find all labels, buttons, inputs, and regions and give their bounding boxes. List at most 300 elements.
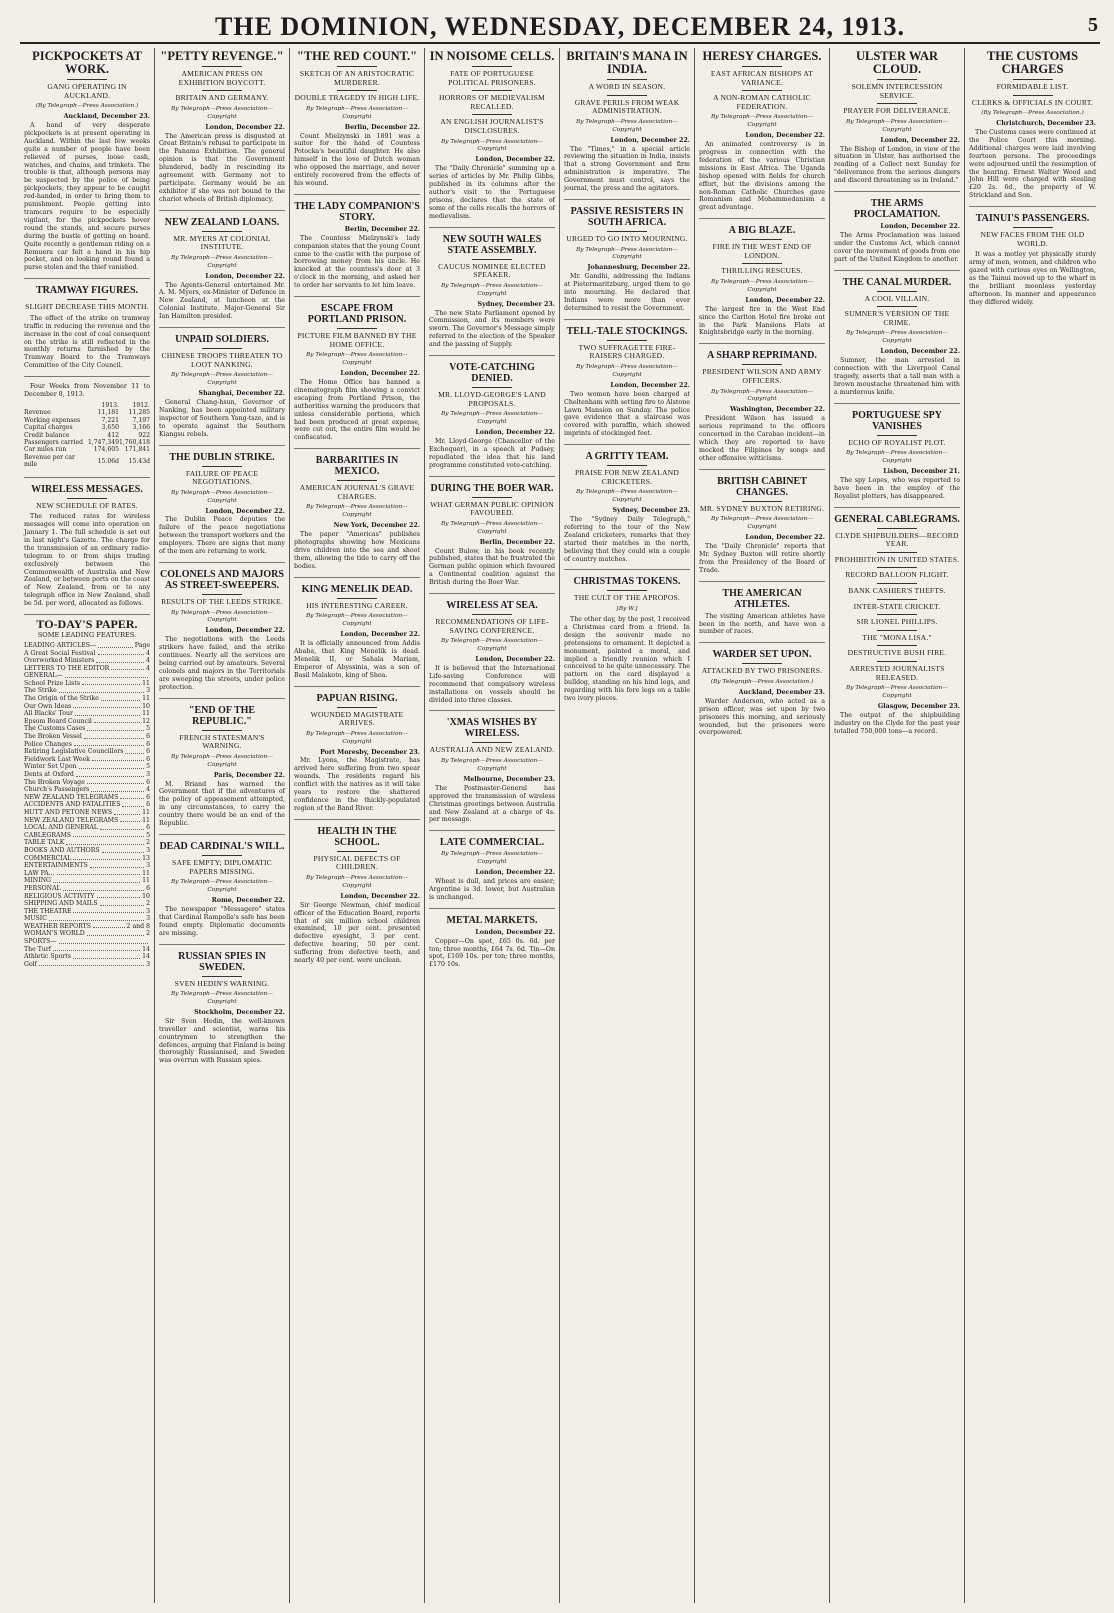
article-body: The largest fire in the West End since the Carlton Hotel fire broke out in the Park Mansions Flats at Knightsbridge early in the morning. [699,305,825,337]
contents-item [24,870,150,878]
contents-leader [120,794,144,800]
contents-leader [74,741,144,747]
contents-item-page: 6 [146,740,150,748]
article-subheadline: SAFE EMPTY; DIPLOMATIC PAPERS MISSING. [172,857,272,876]
article-headline: PICKPOCKETS AT WORK. [32,49,142,76]
article-credit: By Telegraph—Press Association—Copyright [441,520,543,535]
contents-item-page: 10 [142,892,150,900]
headline-rule [1013,227,1053,228]
article-subheadline: CHINESE TROOPS THREATEN TO LOOT NANKING. [161,351,283,369]
article-credit: By Telegraph—Press Association—Copyright [846,118,948,133]
article-credit: By Telegraph—Press Association—Copyright [306,874,408,889]
contents-leader [125,748,144,754]
contents-leader [111,665,144,671]
contents-item-label: Overworked Ministers [24,657,95,665]
article [834,50,960,192]
article-credit: (By Telegraph—Press Association.) [710,678,814,685]
article-credit: By Telegraph—Press Association—Copyright [441,758,543,772]
article [429,600,555,711]
article-subheadline: DESTRUCTIVE BUSH FIRE. [847,648,947,658]
article [159,841,285,945]
contents-item-label: BOOKS AND AUTHORS [24,846,100,854]
contents-item [24,855,150,863]
article-subheadline: MR. SYDNEY BUXTON RETIRING. [699,503,825,513]
headline-rule [877,645,917,646]
headline-rule [202,976,242,977]
article-subheadline: PRAYER FOR DELIVERANCE. [843,106,951,116]
article-dateline: Paris, December 22. [213,771,285,779]
article-subheadline: PROHIBITION IN UNITED STATES. [834,554,960,564]
article-body: The other day, by the post, I received a Christmas card from a friend. In design the souvenir made no pretensions to ornament. It depicted a monument, painted a moral, and implied a friendly reunion which I conceived to be quite unnecessary. The pattern on the card displayed a bulldog, standing on his hind legs, and regarding with his fore legs on a table two ivory pieces. [564,615,690,703]
article-headline: "PETTY REVENGE." [160,49,284,63]
article-credit: By Telegraph—Press Association—Copyright [441,282,543,297]
contents-item-label: TABLE TALK [24,839,65,847]
contents-item [24,756,150,764]
article [429,50,555,228]
article-body: The "Daily Chronicle" summing up a series of articles by Mr. Philip Gibbs, published in its columns after the author's visit to the Portuguese prisons, declares that the state of some of the cells recalls the horrors of medievalism. [429,165,555,220]
contents-item-page: 11 [142,679,150,687]
headline-rule [67,79,107,80]
article-credit: (By Telegraph—Press Association.) [35,103,139,110]
contents-item [24,680,150,688]
contents-item-label: Fieldwork Last Week [24,755,90,763]
article-body: It is believed that the International Life-saving Conference will recommend that compulsory wireless installations on vessels should be divided into three classes. [429,664,555,704]
article-headline: HEALTH IN THE SCHOOL. [317,825,397,848]
article-headline: COLONELS AND MAJORS AS STREET-SWEEPERS. [160,568,284,591]
headline-rule [337,598,377,599]
article [294,455,420,577]
article-credit: By Telegraph—Press Association—Copyright [576,118,678,133]
headline-rule [607,231,647,232]
contents-leader [73,855,140,861]
article [429,362,555,477]
contents-item-label: WEATHER REPORTS [24,922,91,930]
headline-rule [607,590,647,591]
article [159,334,285,445]
contents-item-label: School Prize Lists [24,679,80,687]
contents-item-page: 2 and 8 [126,922,150,930]
contents-item-label: The Broken Vessel [24,733,82,741]
contents-item-page: 11 [142,877,150,885]
contents-item-label: NEW ZEALAND TELEGRAMS [24,793,119,801]
headline-rule [1013,79,1053,80]
article [429,915,555,976]
article-dateline: London, December 22. [880,223,960,231]
headline-rule [877,630,917,631]
headline-rule [202,90,242,91]
contents-leader [73,832,144,838]
contents-leader [53,877,140,883]
contents-item [24,961,150,969]
contents-item-label: PERSONAL [24,884,61,892]
article-body: Mr. Lloyd-George (Chancellor of the Exchequer), in a speech at Pudsey, repudiated the idea that his land programme constituted vote-catching. [429,437,555,469]
table-row-label: Working expenses [24,416,81,424]
contents-leader [87,725,144,731]
headline-rule [877,552,917,553]
contents-leader [76,771,144,777]
contents-item-label: Police Changes [24,740,72,748]
article-credit: By Telegraph—Press Association—Copyright [846,685,948,700]
article-subheadline: CAUCUS NOMINEE ELECTED SPEAKER. [438,261,546,280]
article-body: General Chang-hsun, Governor of Nanking, has been appointed military inspector of Southern Yang-tsze, and is to operate against the Southern Kiangsu rebels. [159,399,285,438]
headline-rule [877,567,917,568]
article-subheadline: PRAISE FOR NEW ZEALAND CRICKETERS. [574,468,680,486]
contents-item-page: 11 [142,816,150,824]
contents-item-page: 6 [146,755,150,763]
article-body: The "Sydney Daily Telegraph," referring to the tour of the New Zealand cricketers, remarks that they started their matches in the north, believing that they could win a couple of country matches. [564,516,690,563]
table-row [24,439,150,446]
article-body: Wheat is dull, and prices are easier; Argentine is 3d. lower, but Australian is unchanged. [429,878,555,901]
article-headline: HERESY CHARGES. [702,49,822,63]
contents-item [24,824,150,832]
contents-leader [59,687,144,693]
headline-rule [472,259,512,260]
contents-item [24,900,150,908]
contents-item [24,817,150,825]
headline-rule [67,498,107,499]
table-row [24,424,150,431]
contents-item-page: 4 [146,786,150,794]
article-subheadline: NEW FACES FROM THE OLD WORLD. [980,230,1085,248]
contents-item-page: 6 [146,748,150,756]
newspaper-column [155,48,290,1603]
article-dateline: London, December 22. [475,656,555,664]
article-subheadline: A COOL VILLAIN. [864,293,930,303]
newspaper-column [965,48,1100,1603]
contents-leader [98,650,144,656]
contents-leader [87,930,144,936]
contents-item-label: All Blacks' Tour [24,710,73,718]
contents-item-label: LEADING ARTICLES— [24,641,97,649]
article-headline: TRAMWAY FIGURES. [35,285,139,297]
article-dateline: Sydney, December 23. [612,507,690,515]
article [699,350,825,469]
headline-rule [877,435,917,436]
headline-rule [202,594,242,595]
article-dateline: London, December 22. [205,272,285,280]
article-subheadline: BRITAIN AND GERMANY. [175,93,269,103]
article-body: Sir George Newman, chief medical officer of the Education Board, reports that of six million school children examined, 10 per cent. presented defective eyesight, 3 per cent. defective hearing, 50 per cent. suffering from defective teeth, and nearly 40 per cent. were unclean. [294,901,420,965]
article-headline: IN NOISOME CELLS. [429,49,555,63]
article-headline: 'XMAS WISHES BY WIRELESS. [446,717,538,740]
article-subheadline: AN ENGLISH JOURNALIST'S DISCLOSURES. [440,117,544,135]
article [294,50,420,195]
contents-item-label: SPORTS— [24,938,57,946]
contents-leader [91,786,144,792]
headline-rule [202,466,242,467]
article-dateline: London, December 22. [745,132,825,140]
contents-leader [87,779,144,785]
headline-rule [337,328,377,329]
article-credit: By Telegraph—Press Association—Copyright [306,352,408,367]
contents-leader [96,657,144,663]
article-subheadline: ARRESTED JOURNALISTS RELEASED. [849,663,945,682]
article-headline: PASSIVE RESISTERS IN SOUTH AFRICA. [570,205,684,228]
contents-item-label: Golf [24,960,37,968]
article-body: The "Daily Chronicle" reports that Mr. Sydney Buxton will retire shortly from the Presidency of the Board of Trade. [699,543,825,574]
contents-leader [93,923,125,929]
article [429,483,555,594]
table-cell: 1,760,418 [118,439,150,446]
contents-item [24,938,150,946]
contents-leader [102,847,144,853]
newspaper-column [695,48,830,1603]
table-cell: 3,166 [132,424,150,432]
article-subheadline: BANK CASHIER'S THEFTS. [848,586,946,595]
headline-rule [337,480,377,481]
contents-item-page: 6 [146,778,150,786]
contents-item-page: 5 [146,763,150,771]
article-subheadline: SKETCH OF AN ARISTOCRATIC MURDERER. [299,69,415,87]
contents-item-page: 3 [146,915,150,923]
contents-item-page: 3 [146,907,150,915]
article-dateline: Berlin, December 22. [344,123,420,131]
table-cell: 7,197 [132,416,150,424]
table-cell: 15.06d [97,457,119,465]
contents-title: TO-DAY'S PAPER. [36,617,138,632]
contents-item [24,908,150,916]
table-caption: Four Weeks from November 11 to December 8, 1913. [24,383,150,399]
contents-leader [92,756,144,762]
article-body: Mr. Gandhi, addressing the Indians at Pietermaritzburg, urged them to go into mourning. He declared that Indians were more than ever determined to resist the Government. [564,273,690,312]
article-subheadline: RECORD BALLOON FLIGHT. [845,570,949,580]
contents-item-page: 6 [146,884,150,892]
contents-item [24,665,150,673]
article [24,285,150,377]
contents-item-page: 4 [146,657,150,665]
statistics-block [24,383,150,477]
contents-item-page: 11 [142,695,150,703]
contents-item-page: 3 [146,771,150,778]
contents-item [24,703,150,711]
contents-item [24,877,150,885]
contents-item-page: 6 [146,793,150,801]
contents-leader [73,908,144,914]
article-headline: UNPAID SOLDIERS. [175,334,269,346]
article [24,50,150,279]
headline-rule [337,90,377,91]
article [834,410,960,508]
article-headline: BARBARITIES IN MEXICO. [315,455,399,478]
article-body: The reduced rates for wireless messages will come into operation on January 1. The full schedule is set out in last night's Gazette. The charge for the transmission of an ordinary radio-telegram to or from ships trading exclusively between the Commonwealth of Australia and New Zealand, or between ports on the coast of New Zealand, from or to any telegraph office in New Zealand, shall be 5d. per word, allocated as follows. [24,513,150,608]
article [834,514,960,742]
contents-item-label: Winter Set Upon [24,763,77,771]
contents-leader [94,718,140,724]
newspaper-column [830,48,965,1603]
article-body: The Bishop of London, in view of the situation in Ulster, has authorised the reading of a Collect next Sunday for "deliverance from the serious dangers and discord threatening us in Ireland." [834,145,960,185]
article-body: The new State Parliament opened by Commission, and its members were sworn. The Governor's Message simply referred to the election of the Speaker and the passing of Supply. [429,309,555,349]
contents-item-label: Athletic Sports [24,953,71,961]
article-dateline: Stockholm, December 22. [194,1008,285,1016]
article-body: The Dublin Peace deputies the failure of the peace negotiations between the transport workers and the employers. There are signs that many of the men are returning to work. [159,516,285,556]
contents-item-label: Dents at Oxford [24,771,74,778]
article [834,277,960,404]
article-dateline: Glasgow, December 23. [877,702,960,710]
article-dateline: Sydney, December 23. [477,300,555,308]
article-headline: LATE COMMERCIAL. [439,837,545,849]
contents-box [24,617,150,968]
article-headline: ESCAPE FROM PORTLAND PRISON. [307,303,407,326]
contents-item [24,672,150,680]
contents-item-label: Our Own Ideas [24,702,72,710]
masthead [20,10,1100,44]
article-headline: DURING THE BOER WAR. [430,482,554,494]
article-dateline: Melbourne, December 23. [463,775,555,783]
contents-leader [63,885,144,891]
article-subheadline: FORMIDABLE LIST. [996,82,1069,91]
article-credit: By Telegraph—Press Association—Copyright [441,851,543,866]
table-row-label: Passengers carried [24,439,84,446]
contents-item-label: RELIGIOUS ACTIVITY [24,892,95,900]
contents-item-label: MUSIC [24,915,47,923]
headline-rule [877,306,917,307]
contents-item-page: 11 [142,710,150,718]
article-dateline: Berlin, December 22. [479,538,555,546]
table-cell: 171,841 [124,446,150,454]
contents-leader [66,839,144,845]
article-subheadline: WOUNDED MAGISTRATE ARRIVES. [310,709,404,728]
headline-rule [877,614,917,615]
table-cell: 11,285 [128,409,150,417]
headline-rule [877,599,917,600]
article-body: The visiting American athletes have been in the north, and have won a number of races. [699,612,825,636]
table-row [24,417,150,424]
contents-item-page: 13 [142,854,150,862]
article-subheadline: SVEN HEDIN'S WARNING. [174,978,270,988]
headline-rule [742,66,782,67]
article-dateline: London, December 22. [475,928,555,936]
contents-leader [59,938,148,944]
article-body: The "Times," in a special article reviewing the situation in India, insists that a strong Government and firm administration is imperative. The Government must control, says the journal, the press and the agitators. [564,145,690,193]
contents-item [24,741,150,749]
article-dateline: London, December 22. [340,370,420,378]
headline-rule [337,66,377,67]
contents-leader [101,695,140,701]
contents-item-page: 11 [142,869,150,877]
article-credit: By Telegraph—Press Association—Copyright [306,504,408,519]
article-headline: "THE RED COUNT." [296,49,418,63]
article-body: Warder Anderson, who acted as a prison officer, was set upon by two prisoners this morning, and seriously wounded, but the prisoners were overpowered. [699,697,825,737]
article-dateline: Washington, December 22. [729,406,825,414]
article [429,234,555,356]
headline-rule [877,79,917,80]
article-subheadline: ATTACKED BY TWO PRISONERS. [701,666,823,676]
article-subheadline: SLIGHT DECREASE THIS MONTH. [25,302,149,312]
contents-leader [84,733,144,739]
contents-item [24,885,150,893]
article-headline: WIRELESS AT SEA. [446,600,538,612]
contents-item [24,779,150,787]
contents-item [24,771,150,779]
article-headline: METAL MARKETS. [446,914,538,926]
article [564,206,690,320]
table-row-label: Revenue [24,409,51,417]
article-body: The negotiations with the Leeds strikers have failed, and the strike continues. Nearly all the services are being carried out by amateurs. Several colonels and majors in the Territorials are sweeping the streets, under police protection. [159,636,285,691]
contents-leader [90,862,144,868]
article-dateline: London, December 22. [610,381,690,389]
article-body: Sumner, the man arrested in connection with the Liverpool Canal tragedy, asserts that a tall man with a brown moustache threatened him with a murderous knife. [834,357,960,396]
article-dateline: Lisbon, December 21. [883,468,960,475]
article-body: The American press is disgusted at Great Britain's refusal to participate in the Panama Exhibition. The general opinion is that the Government blundered, badly in rescinding its agreement with Germany not to participate. Germany would be an exhibitor if she was not bound to the chariot wheels of British diplomacy. [159,132,285,203]
article-headline: NEW SOUTH WALES STATE ASSEMBLY. [442,233,542,256]
article-headline: PORTUGUESE SPY VANISHES [852,409,942,432]
contents-item-label: The Customs Cases [24,725,86,733]
headline-rule [742,364,782,365]
contents-item-label: The Strike [24,687,57,695]
article-body: The paper "Americas" publishes photographs showing how Mexicans drive children into the sea and shoot them, allowing the tide to carry off the bodies. [294,531,420,570]
table-row [24,454,150,469]
headline-rule [202,348,242,349]
headline-rule [877,291,917,292]
article [564,576,690,708]
article [159,217,285,328]
contents-item-page: 10 [142,702,150,710]
article [159,951,285,1072]
article-body: Sir Sven Hedin, the well-known traveller and scientist, warns his countrymen to strengthen the defences, arguing that Finland is being thoroughly Russianised, and Sweden was overrun with Russian spies. [159,1017,285,1065]
article-body: It is officially announced from Addis Ababa, that King Menelik is dead. Menelik II, or Sahala Mariam, Emperor of Abyssinia, was a son of Basil Malakote, king of Shoa. [294,640,420,679]
contents-item-page: 4 [146,664,150,672]
contents-leader [97,893,141,899]
article-subheadline: THRILLING RESCUES. [721,266,803,276]
article-headline: DEAD CARDINAL'S WILL. [159,840,285,852]
article-body: Count Bulow, in his book recently published, states that he frustrated the German public opinion which favoured a Continental coalition against the British during the Boer War. [429,547,555,587]
contents-item [24,650,150,658]
article-credit: By Telegraph—Press Association—Copyright [711,388,813,403]
headline-rule [202,855,242,856]
contents-item-page: 3 [146,862,150,870]
article-dateline: Shanghai, December 22. [198,390,285,398]
contents-item-label: GENERAL— [24,672,63,680]
contents-list [24,642,150,969]
article-dateline: London, December 22. [880,348,960,356]
contents-leader [100,824,144,830]
article-headline: GENERAL CABLEGRAMS. [834,513,960,525]
article-subheadline: GRAVE PERILS FROM WEAK ADMINISTRATION. [574,97,680,116]
contents-leader [73,703,140,709]
article-credit: By Telegraph—Press Association—Copyright [171,991,273,1005]
table-row-label: Revenue per car mile [24,453,75,469]
contents-item-label: LOCAL AND GENERAL [24,824,98,832]
contents-item [24,893,150,901]
article-credit: By Telegraph—Press Association—Copyright [576,246,678,261]
contents-item [24,763,150,771]
contents-item-label: HUTT AND PETONE NEWS [24,808,113,816]
contents-item-label: LAW PA... [24,869,55,877]
contents-item [24,839,150,847]
article-subheadline: FAILURE OF PEACE NEGOTIATIONS. [185,468,259,487]
article [564,451,690,570]
article-headline: A GRITTY TEAM. [585,451,669,463]
article-headline: KING MENELIK DEAD. [301,583,413,595]
article-headline: WARDER SET UPON. [712,649,812,661]
contents-item-label: Epsom Board Council [24,717,92,725]
article [969,213,1096,313]
contents-item-page: 5 [146,831,150,839]
table-header-row [24,402,150,409]
article-credit: By Telegraph—Press Association—Copyright [306,613,408,628]
table-row [24,409,150,416]
article-dateline: London, December 22. [610,136,690,144]
article-subheadline: CLERKS & OFFICIALS IN COURT. [971,97,1094,107]
article-subheadline: MR. LLOYD-GEORGE'S LAND PROPOSALS. [438,390,546,408]
headline-rule [472,90,512,91]
article [294,693,420,820]
article-subheadline: AMERICAN PRESS ON EXHIBITION BOYCOTT. [178,69,266,87]
article-body: President Wilson has issued a serious reprimand to the officers concerned in the Carabao incident—in which they are reported to have mocked the Filipinos by songs and other offensive witticisms. [699,415,825,462]
article-body: M. Briand has warned the Government that if the adventures of the policy of appeasement attempted, in any circumstances, to carry the country there would be an end of the Republic. [159,780,285,828]
headline-rule [472,742,512,743]
article-headline: A BIG BLAZE. [728,225,796,237]
